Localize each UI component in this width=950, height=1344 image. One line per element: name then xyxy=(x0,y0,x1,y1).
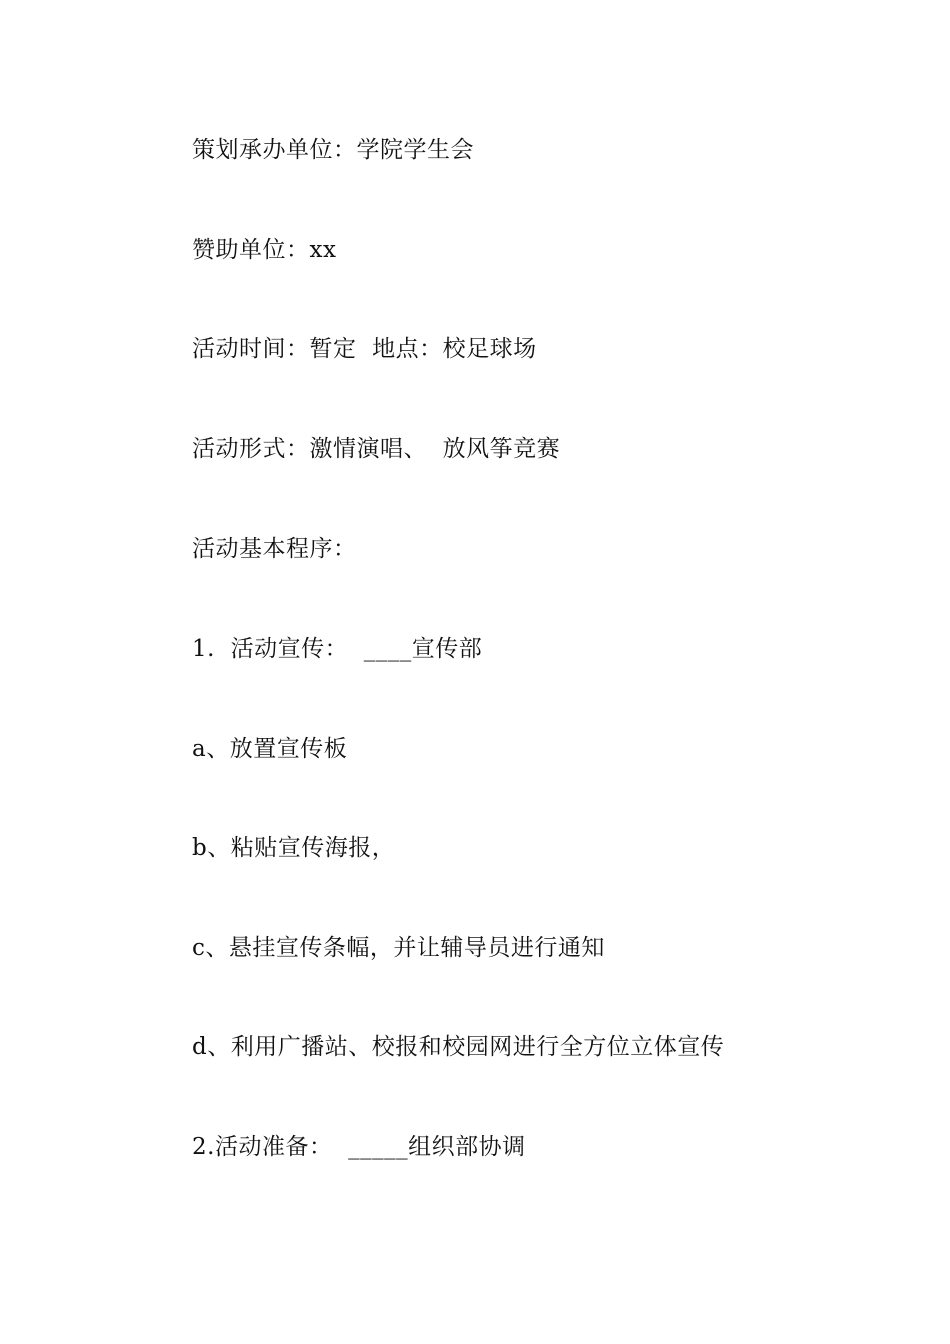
organizer-line: 策划承办单位：学院学生会 xyxy=(192,137,474,163)
time-location-line: 活动时间：暂定 地点：校足球场 xyxy=(192,336,537,362)
list-item-c: c、悬挂宣传条幅，并让辅导员进行通知 xyxy=(192,935,605,961)
list-item-b: b、粘贴宣传海报， xyxy=(192,835,396,861)
activity-format-line: 活动形式：激情演唱、 放风筝竞赛 xyxy=(192,436,561,462)
procedure-heading: 活动基本程序： xyxy=(192,536,357,562)
step-1-publicity: 1. 活动宣传： ____宣传部 xyxy=(192,636,483,662)
list-item-d: d、利用广播站、校报和校园网进行全方位立体宣传 xyxy=(192,1034,725,1060)
step-2-preparation: 2.活动准备： _____组织部协调 xyxy=(192,1134,526,1160)
list-item-a: a、放置宣传板 xyxy=(192,736,348,762)
sponsor-line: 赞助单位：xx xyxy=(192,237,337,263)
